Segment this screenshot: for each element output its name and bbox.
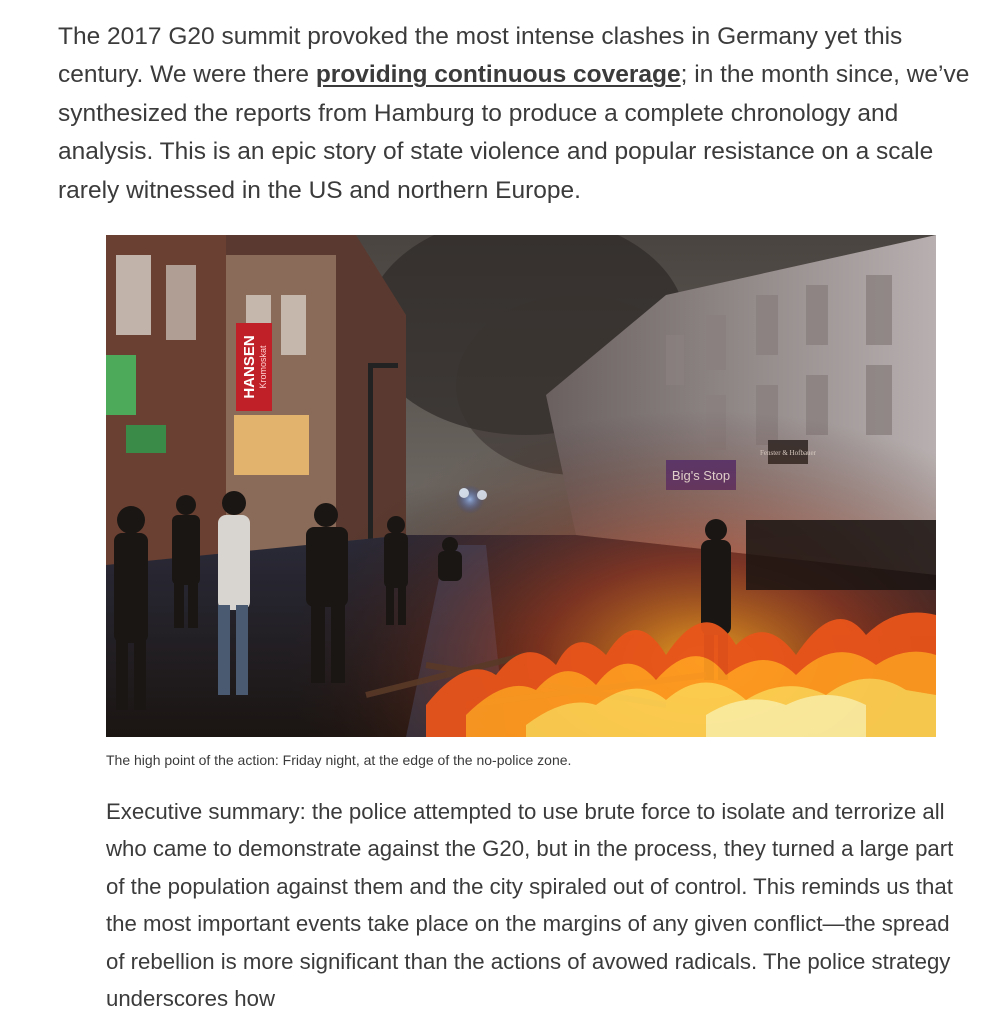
riot-photo (106, 235, 936, 737)
photo-caption: The high point of the action: Friday night, at the edge of the no-police zone. (106, 752, 572, 768)
intro-text-1: The 2017 G20 summit provoked the most intense clashes in Germany yet this century. We were there (58, 23, 903, 89)
riot-photo-illustration (106, 235, 936, 737)
intro-text-2: ; in the month since, we’ve synthesized the reports from Hamburg to produce a complete chronology and analysis. This is an epic story of state violence and popular resistance on a scale rarely witnessed in the US and northern Europe. (58, 61, 970, 204)
executive-summary: Executive summary: the police attempted to use brute force to isolate and terrorize all who came to demonstrate against the G20, but in the process, they turned a large part of the population against them and the city spiraled out of control. This reminds us that the most important events take place on the margins of any given conflict—the spread of rebellion is more significant than the actions of avowed radicals. The police strategy underscores how (106, 799, 954, 1012)
photo-figure (106, 235, 936, 769)
coverage-link[interactable]: providing continuous coverage (315, 61, 681, 89)
intro-paragraph (58, 18, 978, 210)
